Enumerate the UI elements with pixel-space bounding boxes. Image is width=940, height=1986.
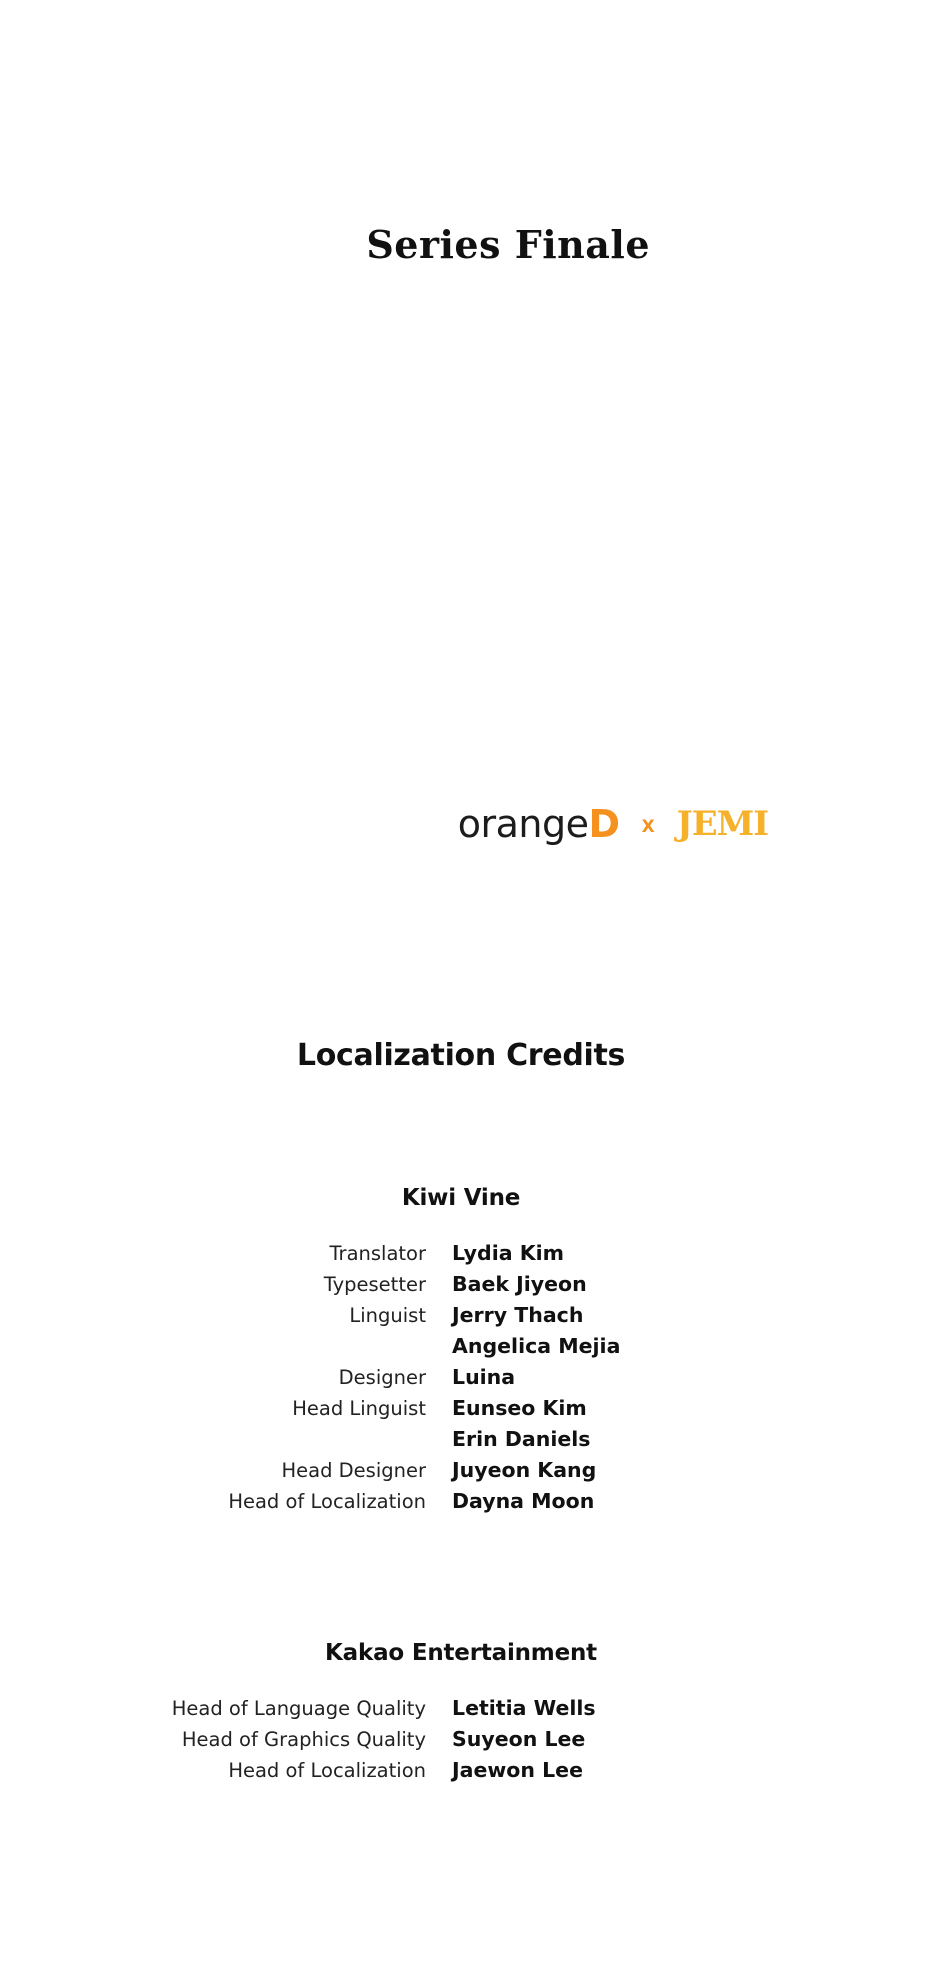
credit-row bbox=[0, 1696, 940, 1720]
credit-name: Baek Jiyeon bbox=[452, 1272, 587, 1296]
oranged-logo bbox=[457, 802, 620, 846]
credit-name: Dayna Moon bbox=[452, 1489, 595, 1513]
section-heading: Kakao Entertainment bbox=[325, 1640, 597, 1666]
credit-name: Eunseo Kim bbox=[452, 1396, 587, 1420]
credit-name: Angelica Mejia bbox=[452, 1334, 621, 1358]
studio-logo-row bbox=[143, 802, 940, 846]
credit-rows bbox=[0, 1696, 940, 1782]
credit-role: Head of Graphics Quality bbox=[181, 1728, 426, 1751]
credit-role: Head of Localization bbox=[228, 1759, 426, 1782]
credit-role: Head Designer bbox=[281, 1459, 426, 1482]
credit-row bbox=[0, 1727, 940, 1751]
credit-name: Juyeon Kang bbox=[452, 1458, 597, 1482]
credit-role: Translator bbox=[329, 1242, 426, 1265]
credit-role: Head of Language Quality bbox=[171, 1697, 426, 1720]
credit-rows bbox=[0, 1241, 940, 1513]
credit-name: Lydia Kim bbox=[452, 1241, 564, 1265]
credit-role: Head Linguist bbox=[292, 1397, 426, 1420]
credit-row bbox=[0, 1458, 940, 1482]
jemi-logo: JEMI bbox=[676, 804, 769, 844]
credit-name: Jaewon Lee bbox=[452, 1758, 583, 1782]
oranged-logo-text: orange bbox=[457, 802, 589, 846]
section-heading: Kiwi Vine bbox=[401, 1185, 521, 1211]
credit-name: Jerry Thach bbox=[452, 1303, 584, 1327]
credit-role: Typesetter bbox=[323, 1273, 426, 1296]
oranged-logo-mark: D bbox=[588, 802, 620, 846]
credit-name: Luina bbox=[452, 1365, 516, 1389]
credit-row bbox=[0, 1303, 940, 1327]
credit-row bbox=[0, 1758, 940, 1782]
credits-section-kiwi-vine bbox=[0, 1185, 940, 1520]
credit-role: Linguist bbox=[349, 1304, 426, 1327]
credit-row bbox=[0, 1489, 940, 1513]
credit-name: Suyeon Lee bbox=[452, 1727, 586, 1751]
credit-name: Erin Daniels bbox=[452, 1427, 591, 1451]
credit-row bbox=[0, 1272, 940, 1296]
credit-row bbox=[0, 1365, 940, 1389]
credit-role: Head of Localization bbox=[228, 1490, 426, 1513]
credit-row bbox=[0, 1334, 940, 1358]
credit-row bbox=[0, 1241, 940, 1265]
credit-row bbox=[0, 1427, 940, 1451]
credits-section-kakao-entertainment bbox=[0, 1640, 940, 1789]
logo-separator-x: X bbox=[641, 817, 655, 837]
credit-name: Letitia Wells bbox=[452, 1696, 596, 1720]
localization-credits-title: Localization Credits bbox=[296, 1038, 626, 1073]
credit-role: Designer bbox=[338, 1366, 426, 1389]
credit-row bbox=[0, 1396, 940, 1420]
series-finale-heading: Series Finale bbox=[366, 222, 650, 267]
